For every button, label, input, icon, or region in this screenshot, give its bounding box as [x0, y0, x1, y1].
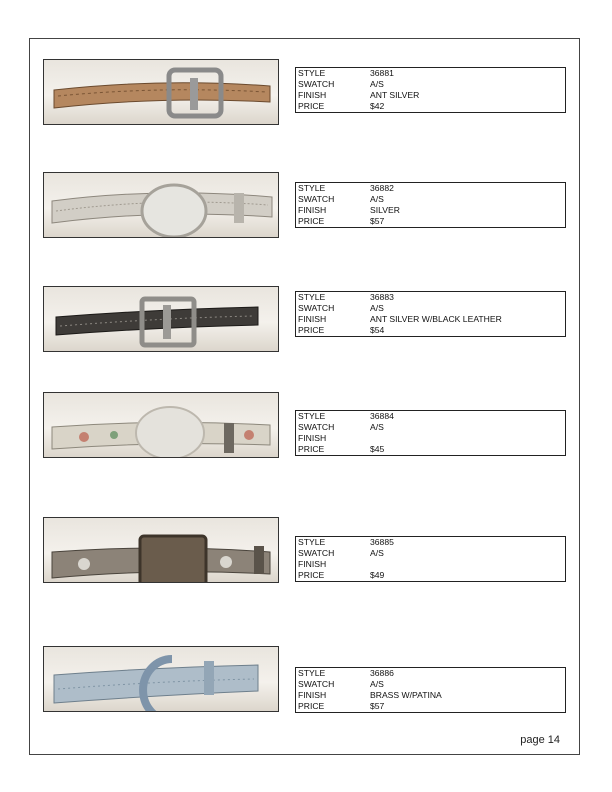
belt-photo-36881	[43, 59, 279, 125]
spec-row-swatch	[296, 303, 566, 314]
spec-label: PRICE	[298, 701, 325, 711]
spec-label: FINISH	[298, 205, 327, 215]
spec-value: 36885	[370, 537, 394, 547]
belt-photo-36885	[43, 517, 279, 583]
spec-row-finish	[296, 314, 566, 325]
spec-label: STYLE	[298, 68, 326, 78]
spec-row-swatch	[296, 194, 566, 205]
spec-value: 36883	[370, 292, 394, 302]
spec-label: FINISH	[298, 433, 327, 443]
spec-value: $54	[370, 325, 385, 335]
spec-row-finish	[296, 559, 566, 570]
spec-value: 36882	[370, 183, 394, 193]
spec-label: SWATCH	[298, 303, 335, 313]
spec-value: ANT SILVER	[370, 90, 420, 100]
spec-value	[368, 433, 566, 444]
spec-value: A/S	[370, 194, 384, 204]
spec-label: STYLE	[298, 292, 326, 302]
spec-value: 36886	[370, 668, 394, 678]
spec-value: $49	[370, 570, 385, 580]
spec-row-price	[296, 101, 566, 113]
spec-label: STYLE	[298, 668, 326, 678]
spec-value: SILVER	[370, 205, 400, 215]
spec-label: SWATCH	[298, 422, 335, 432]
spec-value	[368, 559, 566, 570]
spec-value: A/S	[370, 303, 384, 313]
spec-value: A/S	[370, 548, 384, 558]
spec-row-style	[296, 537, 566, 549]
spec-label: SWATCH	[298, 79, 335, 89]
spec-table	[295, 67, 566, 113]
spec-row-finish	[296, 433, 566, 444]
spec-row-price	[296, 325, 566, 337]
spec-value: $45	[370, 444, 385, 454]
spec-label: FINISH	[298, 690, 327, 700]
spec-table	[295, 667, 566, 713]
spec-row-style	[296, 183, 566, 195]
spec-row-price	[296, 701, 566, 713]
spec-label: PRICE	[298, 101, 325, 111]
spec-table	[295, 410, 566, 456]
page-number: page 14	[520, 734, 560, 746]
belt-photo-36886	[43, 646, 279, 712]
spec-label: SWATCH	[298, 548, 335, 558]
spec-label: PRICE	[298, 444, 325, 454]
spec-row-style	[296, 68, 566, 80]
spec-value: $57	[370, 216, 385, 226]
belt-photo-36884	[43, 392, 279, 458]
spec-row-swatch	[296, 548, 566, 559]
spec-value: A/S	[370, 79, 384, 89]
spec-label: SWATCH	[298, 194, 335, 204]
spec-label: PRICE	[298, 216, 325, 226]
spec-table	[295, 536, 566, 582]
spec-label: SWATCH	[298, 679, 335, 689]
spec-value: A/S	[370, 679, 384, 689]
spec-row-style	[296, 411, 566, 423]
spec-row-price	[296, 570, 566, 582]
spec-row-finish	[296, 90, 566, 101]
spec-value: BRASS W/PATINA	[370, 690, 442, 700]
spec-label: STYLE	[298, 537, 326, 547]
spec-table	[295, 291, 566, 337]
spec-value: $42	[370, 101, 385, 111]
spec-row-finish	[296, 690, 566, 701]
spec-row-style	[296, 292, 566, 304]
spec-label: FINISH	[298, 559, 327, 569]
spec-row-price	[296, 216, 566, 228]
spec-value: $57	[370, 701, 385, 711]
spec-row-price	[296, 444, 566, 456]
spec-value: 36884	[370, 411, 394, 421]
spec-row-swatch	[296, 79, 566, 90]
spec-row-swatch	[296, 679, 566, 690]
spec-value: 36881	[370, 68, 394, 78]
spec-row-style	[296, 668, 566, 680]
spec-row-finish	[296, 205, 566, 216]
spec-row-swatch	[296, 422, 566, 433]
spec-table	[295, 182, 566, 228]
spec-label: PRICE	[298, 570, 325, 580]
spec-label: PRICE	[298, 325, 325, 335]
spec-value: ANT SILVER W/BLACK LEATHER	[370, 314, 502, 324]
spec-value: A/S	[370, 422, 384, 432]
belt-photo-36882	[43, 172, 279, 238]
spec-label: FINISH	[298, 90, 327, 100]
spec-label: FINISH	[298, 314, 327, 324]
spec-label: STYLE	[298, 183, 326, 193]
spec-label: STYLE	[298, 411, 326, 421]
belt-photo-36883	[43, 286, 279, 352]
